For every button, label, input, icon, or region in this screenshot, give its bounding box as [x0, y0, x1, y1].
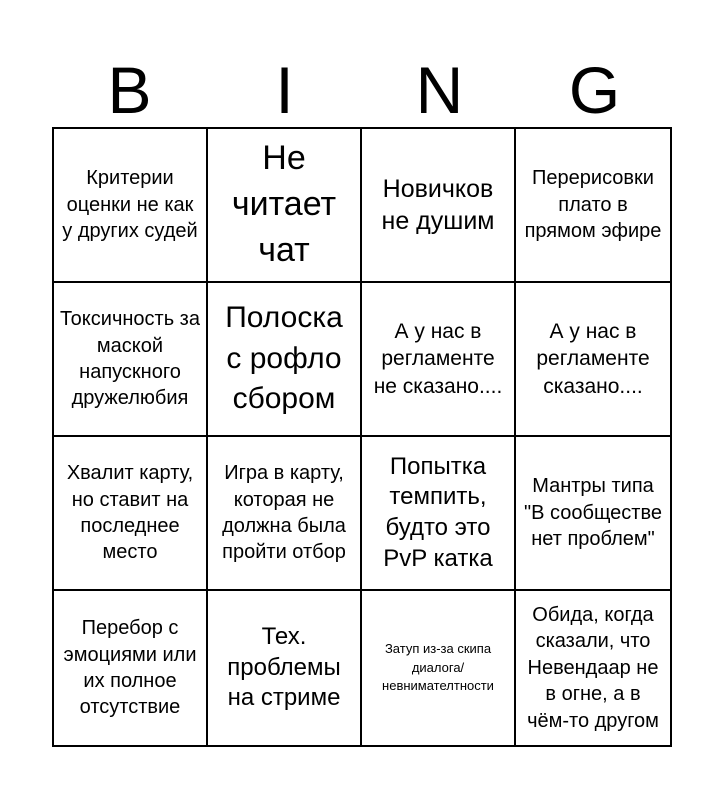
- bingo-cell-text: Перебор с эмоциями или их полное отсутствие: [63, 617, 197, 719]
- bingo-cell-text: А у нас в регламенте не сказано....: [373, 320, 503, 398]
- bingo-cell[interactable]: [362, 437, 516, 591]
- bingo-board: [52, 127, 672, 747]
- bingo-cell[interactable]: [516, 283, 670, 437]
- bingo-cell[interactable]: [208, 437, 362, 591]
- bingo-cell-text: А у нас в регламенте сказано....: [536, 320, 650, 398]
- bingo-cell[interactable]: [208, 591, 362, 745]
- bingo-cell-text: Перерисовки плато в прямом эфире: [524, 167, 662, 243]
- bingo-cell-text: Хвалит карту, но ставит на последнее место: [66, 462, 194, 564]
- bingo-cell[interactable]: [54, 129, 208, 283]
- bingo-cell-text: Затуп из-за скипа диалога/ невнимателтности: [382, 640, 494, 694]
- bingo-cell-text: Критерии оценки не как у других судей: [62, 167, 198, 243]
- bingo-cell-text: Не читает чат: [231, 139, 337, 269]
- bingo-cell-text: Обида, когда сказали, что Невендаар не в огне, а в чём-то другом: [527, 604, 659, 732]
- bingo-cell[interactable]: [54, 283, 208, 437]
- bingo-cell-text: Токсичность за маской напускного дружелюбия: [60, 308, 200, 410]
- bingo-cell-text: Новичков не душим: [381, 174, 495, 235]
- bingo-cell[interactable]: [516, 591, 670, 745]
- bingo-cell-text: Попытка темпить, будто это PvP катка: [383, 452, 493, 572]
- bingo-cell[interactable]: [54, 591, 208, 745]
- bingo-header: [52, 52, 672, 128]
- bingo-cell[interactable]: [208, 129, 362, 283]
- bingo-cell[interactable]: [362, 283, 516, 437]
- bingo-cell[interactable]: [54, 437, 208, 591]
- bingo-cell[interactable]: [208, 283, 362, 437]
- bingo-cell-text: Тех. проблемы на стриме: [227, 622, 341, 712]
- bingo-cell-text: Полоска с рофло сбором: [225, 301, 343, 416]
- bingo-cell-text: Игра в карту, которая не должна была пройти отбор: [222, 462, 346, 564]
- bingo-cell[interactable]: [362, 591, 516, 745]
- bingo-cell[interactable]: [516, 437, 670, 591]
- header-letter-g: G: [568, 53, 621, 127]
- header-letter-n: N: [415, 53, 464, 127]
- bingo-cell[interactable]: [362, 129, 516, 283]
- header-letter-i: I: [275, 53, 294, 127]
- bingo-cell-text: Мантры типа "В сообществе нет проблем": [524, 475, 662, 551]
- bingo-cell[interactable]: [516, 129, 670, 283]
- header-letter-b: B: [107, 53, 152, 127]
